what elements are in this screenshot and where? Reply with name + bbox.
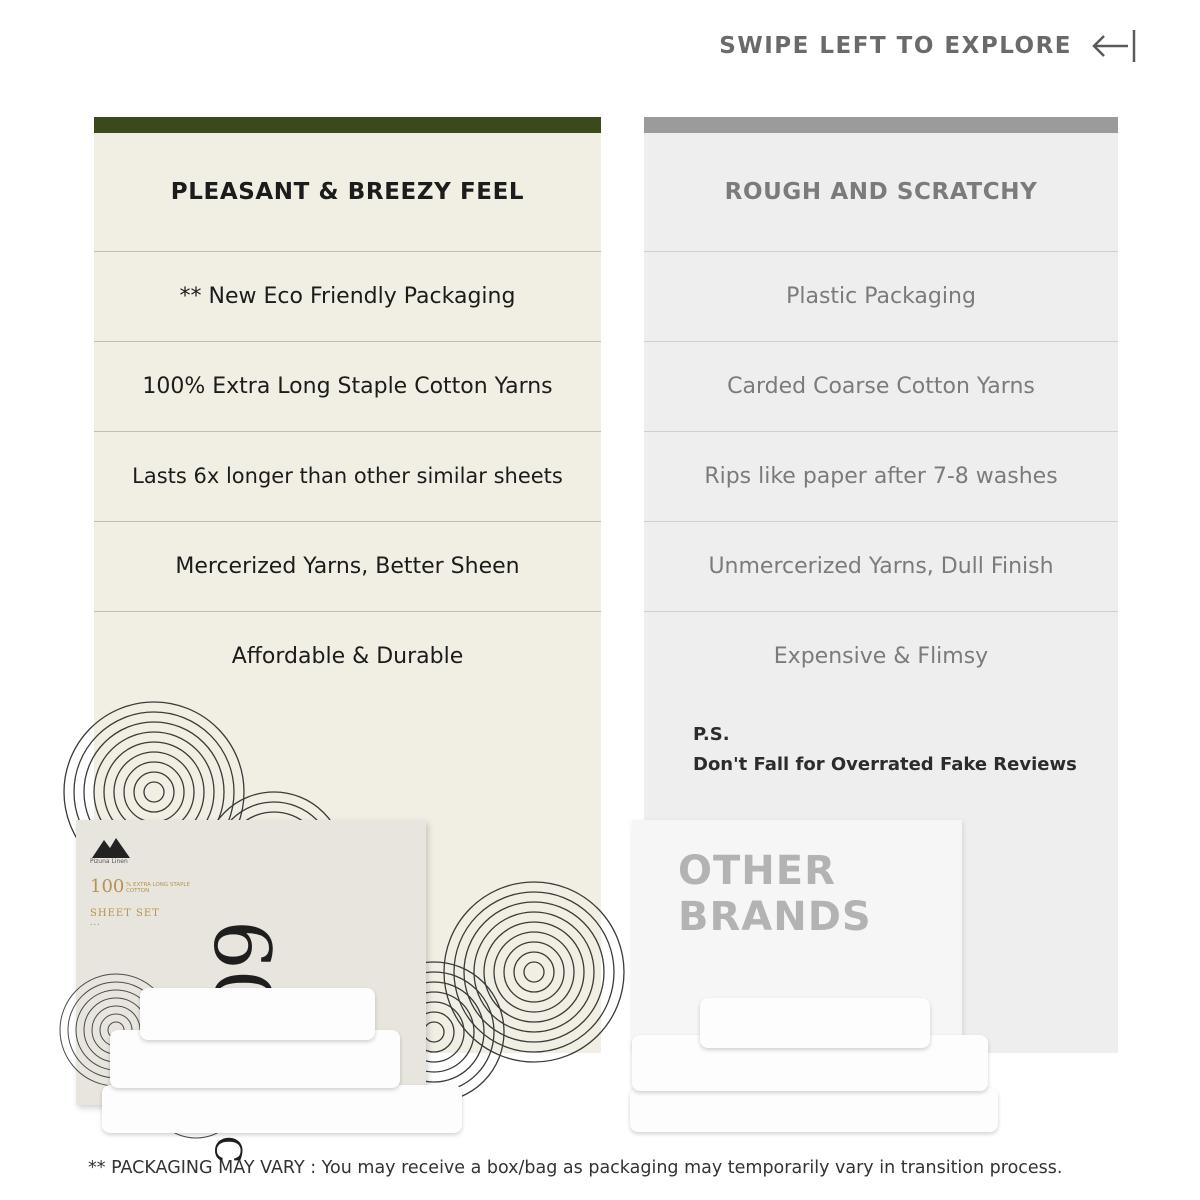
left-row-2: 100% Extra Long Staple Cotton Yarns <box>142 373 553 399</box>
left-row-1: ** New Eco Friendly Packaging <box>179 283 516 309</box>
left-row-3: Lasts 6x longer than other similar sheets <box>132 464 563 488</box>
right-heading: ROUGH AND SCRATCHY <box>724 179 1038 205</box>
mountain-logo-icon <box>92 836 132 860</box>
folded-sheet <box>102 1085 462 1133</box>
left-row-4: Mercerized Yarns, Better Sheen <box>175 553 520 579</box>
pillowcase <box>700 998 930 1048</box>
left-row-5: Affordable & Durable <box>231 643 464 669</box>
box-hundred: 100 <box>90 876 125 897</box>
packaging-footnote: ** PACKAGING MAY VARY : You may receive a box/bag as packaging may temporarily vary in transition process. <box>88 1158 1063 1178</box>
ps-label: P.S. <box>693 724 730 745</box>
folded-sheet <box>630 1088 998 1132</box>
arrow-left-icon <box>1088 26 1138 66</box>
left-heading: PLEASANT & BREEZY FEEL <box>170 179 525 205</box>
right-row-5: Expensive & Flimsy <box>773 643 989 669</box>
pillowcase <box>140 988 375 1040</box>
right-row-2: Carded Coarse Cotton Yarns <box>727 373 1035 399</box>
ps-note <box>693 720 1077 780</box>
box-fine-print: • • • <box>90 922 100 927</box>
swipe-hint <box>719 26 1138 66</box>
box-cotton-label: % EXTRA LONG STAPLE COTTON <box>126 882 190 894</box>
right-row-4: Unmercerized Yarns, Dull Finish <box>708 553 1054 579</box>
right-row-1: Plastic Packaging <box>786 283 976 309</box>
right-row-3: Rips like paper after 7-8 washes <box>704 463 1058 489</box>
box-sheet-set: SHEET SET <box>90 908 160 919</box>
box-brand: Pizuna Linen <box>90 858 128 865</box>
right-accent-bar <box>644 117 1118 133</box>
other-brands-label: OTHER BRANDS <box>678 848 872 940</box>
ps-text: Don't Fall for Overrated Fake Reviews <box>693 754 1077 775</box>
swipe-label: SWIPE LEFT TO EXPLORE <box>719 33 1072 59</box>
left-accent-bar <box>94 117 601 133</box>
